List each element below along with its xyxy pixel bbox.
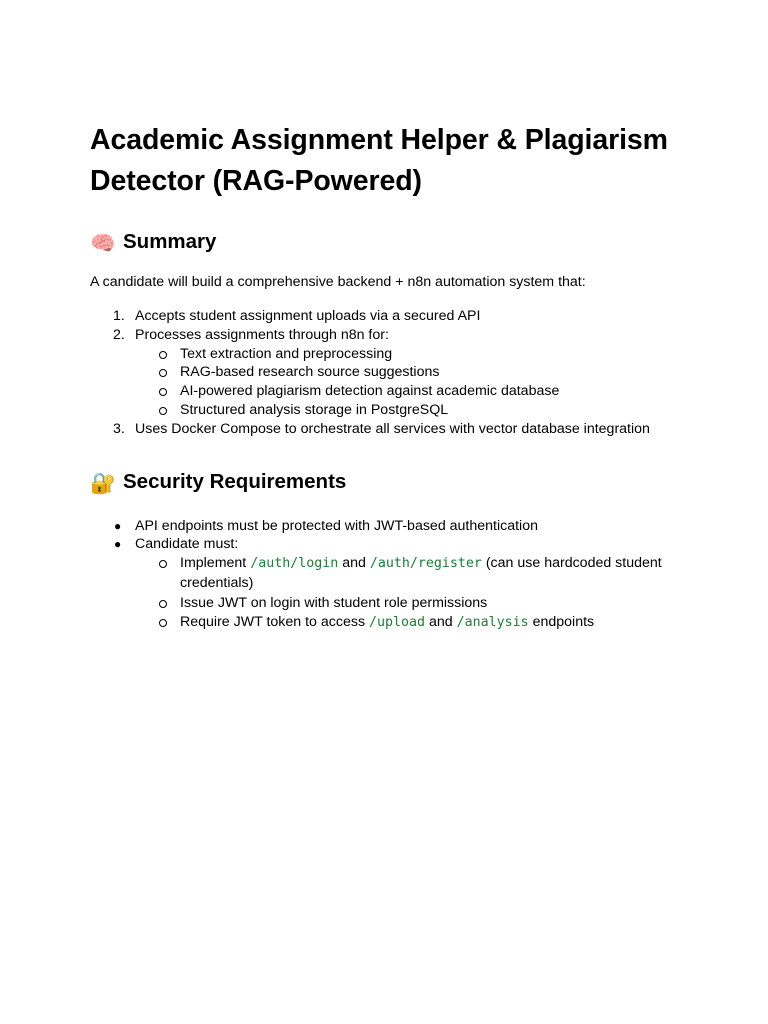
lock-with-key-icon: 🔐	[90, 470, 116, 495]
analysis-endpoint: /analysis	[456, 615, 529, 631]
document-title: Academic Assignment Helper & Plagiarism Detector (RAG-Powered)	[90, 124, 668, 197]
sub-list	[135, 345, 690, 420]
list-number: 2.	[113, 326, 125, 343]
filled-bullet-icon: ●	[114, 518, 122, 533]
auth-register-endpoint: /auth/register	[369, 556, 482, 572]
hollow-bullet-icon	[159, 351, 167, 359]
sub-list-item-text: Structured analysis storage in PostgreSQL	[180, 401, 449, 418]
sub-text: and	[338, 555, 370, 572]
sub-list	[135, 554, 690, 633]
security-heading	[90, 468, 690, 496]
sub-text: Require JWT token to access	[180, 614, 369, 631]
hollow-bullet-icon	[159, 388, 167, 396]
filled-bullet-icon: ●	[114, 537, 122, 552]
security-list	[90, 517, 690, 633]
sub-text: (can use hardcoded student credentials)	[180, 555, 662, 591]
sub-list-item-text: Text extraction and preprocessing	[180, 345, 393, 362]
list-number: 3.	[113, 420, 125, 437]
list-item	[90, 420, 690, 439]
sub-list-item-text: Issue JWT on login with student role permissions	[180, 594, 488, 611]
summary-heading	[90, 228, 690, 256]
sub-list-item	[135, 594, 690, 614]
hollow-bullet-icon	[159, 560, 167, 568]
list-item-text: Processes assignments through n8n for:	[135, 326, 389, 343]
summary-intro: A candidate will build a comprehensive backend + n8n automation system that:	[90, 274, 586, 290]
list-item-text: Candidate must:	[135, 536, 239, 553]
sub-list-item	[135, 382, 690, 401]
upload-endpoint: /upload	[368, 615, 426, 631]
list-item-text: API endpoints must be protected with JWT-based authentication	[135, 517, 538, 534]
sub-list-item	[135, 613, 690, 633]
list-item	[90, 535, 690, 633]
list-item-text: Accepts student assignment uploads via a secured API	[135, 308, 481, 324]
list-item	[90, 517, 690, 536]
auth-login-endpoint: /auth/login	[250, 556, 339, 572]
summary-list	[90, 307, 690, 439]
hollow-bullet-icon	[159, 600, 167, 608]
brain-icon: 🧠	[90, 231, 116, 255]
hollow-bullet-icon	[159, 369, 167, 377]
sub-list-item	[135, 401, 690, 420]
sub-text: Implement	[180, 555, 251, 572]
sub-text: and	[425, 614, 457, 631]
summary-heading-text: Summary	[123, 230, 217, 253]
list-item	[90, 307, 690, 326]
sub-list-item-text: RAG-based research source suggestions	[180, 364, 440, 381]
list-number: 1.	[113, 308, 125, 324]
security-heading-text: Security Requirements	[123, 469, 347, 493]
sub-list-item-text: AI-powered plagiarism detection against academic database	[180, 383, 560, 400]
list-item	[90, 326, 690, 420]
hollow-bullet-icon	[159, 619, 167, 627]
sub-text: endpoints	[528, 614, 595, 631]
sub-list-item	[135, 345, 690, 364]
sub-list-item	[135, 363, 690, 382]
hollow-bullet-icon	[159, 407, 167, 415]
document-page	[90, 120, 690, 633]
list-item-text: Uses Docker Compose to orchestrate all services with vector database integration	[135, 420, 650, 437]
sub-list-item	[135, 554, 690, 593]
